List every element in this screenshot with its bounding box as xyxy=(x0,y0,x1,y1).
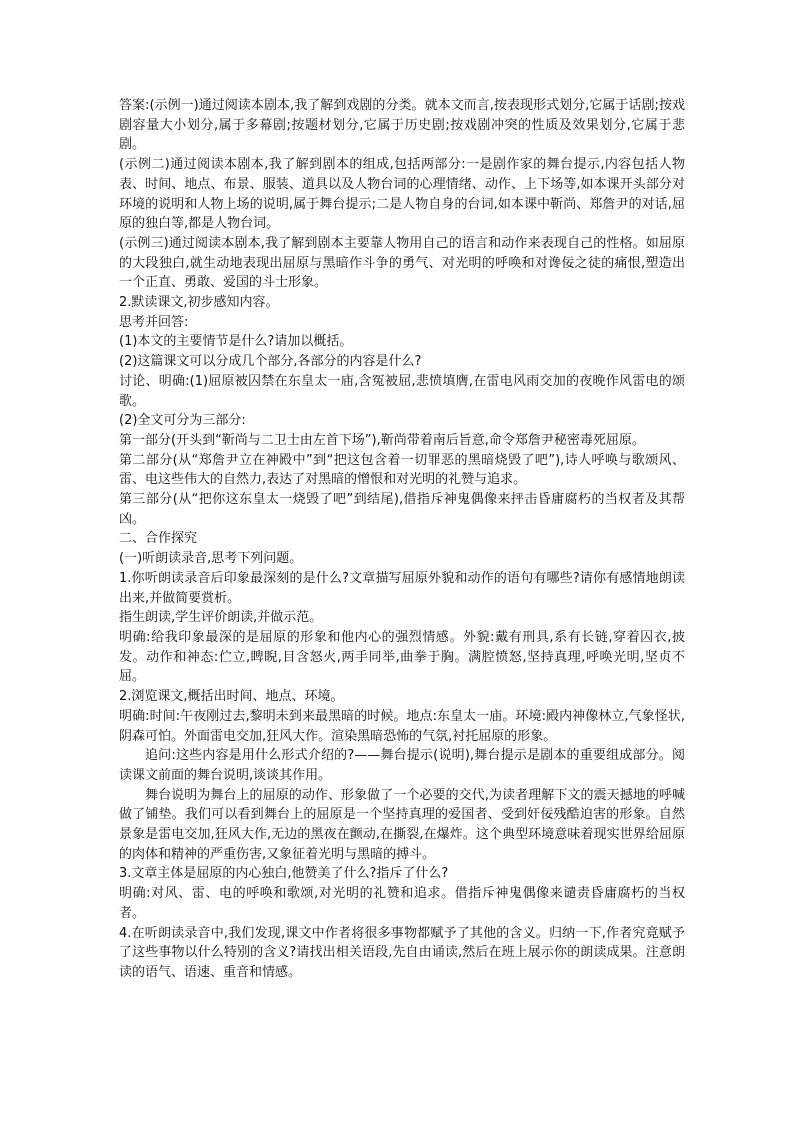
question-2: (2)这篇课文可以分成几个部分,各部分的内容是什么? xyxy=(119,354,422,370)
discussion-answer-1: 讨论、明确:(1)屈原被囚禁在东皇太一庙,含冤被屈,悲愤填膺,在雷电风雨交加的夜晚作风雷电的颂歌。 xyxy=(119,373,685,409)
answer-example-1: 答案:(示例一)通过阅读本剧本,我了解到戏剧的分类。就本文而言,按表现形式划分,它属于话剧;按戏剧容量大小划分,属于多幕剧;按题材划分,它属于历史剧;按戏剧冲突的性质及效果划分,它属于悲剧。 xyxy=(119,98,685,153)
discussion-answer-2: (2)全文可分为三部分: xyxy=(119,413,246,429)
part-three: 第三部分(从“把你这东皇太一烧毁了吧”到结尾),借指斥神鬼偶像来抨击昏庸腐朽的当权者及其帮凶。 xyxy=(119,492,685,527)
part-two: 第二部分(从“郑詹尹立在神殿中”到“把这包含着一切罪恶的黑暗烧毁了吧”),诗人呼唤与歌颂风、雷、电这些伟大的自然力,表达了对黑暗的憎恨和对光明的礼赞与追求。 xyxy=(119,452,685,488)
reading-activity: 指生朗读,学生评价朗读,并做示范。 xyxy=(119,610,323,626)
document-body xyxy=(119,96,685,983)
follow-up-question: 追问:这些内容是用什么形式介绍的?——舞台提示(说明),舞台提示是剧本的重要组成部分。阅读课文前面的舞台说明,谈谈其作用。 xyxy=(119,748,685,783)
subsection-listen-recording: (一)听朗读录音,思考下列问题。 xyxy=(119,551,303,567)
inquiry-question-1: 1.你听朗读录音后印象最深刻的是什么?文章描写屈原外貌和动作的语句有哪些?请你有感情地朗读出来,并做简要赏析。 xyxy=(119,570,685,606)
section-cooperative-inquiry: 二、合作探究 xyxy=(119,531,198,547)
stage-direction-explanation: 舞台说明为舞台上的屈原的动作、形象做了一个必要的交代,为读者理解下文的震天撼地的呼喊做了铺垫。我们可以看到舞台上的屈原是一个坚持真理的爱国者、受到奸佞残酷迫害的形象。自然景象是雷电交加,狂风大作,无边的黑夜在颤动,在撕裂,在爆炸。这个典型环境意味着现实世界给屈原的肉体和精神的严重伤害,又象征着光明与黑暗的搏斗。 xyxy=(119,787,685,862)
inquiry-answer-3: 明确:对风、雷、电的呼唤和歌颂,对光明的礼赞和追求。借指斥神鬼偶像来谴责昏庸腐朽的当权者。 xyxy=(119,886,685,921)
part-one: 第一部分(开头到“靳尚与二卫士由左首下场”),靳尚带着南后旨意,命令郑詹尹秘密毒死屈原。 xyxy=(119,432,645,448)
inquiry-question-2: 2.浏览课文,概括出时间、地点、环境。 xyxy=(119,689,344,705)
answer-example-2: (示例二)通过阅读本剧本,我了解到剧本的组成,包括两部分:一是剧作家的舞台提示,内容包括人物表、时间、地点、布景、服装、道具以及人物台词的心理情绪、动作、上下场等,如本课开头部分对环境的说明和人物上场的说明,属于舞台提示;二是人物自身的台词,如本课中靳尚、郑詹尹的对话,屈原的独白等,都是人物台词。 xyxy=(119,157,685,232)
inquiry-answer-2: 明确:时间:午夜刚过去,黎明未到来最黑暗的时候。地点:东皇太一庙。环境:殿内神像林立,气象怪状,阴森可怕。外面雷电交加,狂风大作。渲染黑暗恐怖的气氛,衬托屈原的形象。 xyxy=(119,708,685,744)
question-1: (1)本文的主要情节是什么?请加以概括。 xyxy=(119,334,353,350)
inquiry-answer-1: 明确:给我印象最深的是屈原的形象和他内心的强烈情感。外貌:戴有刑具,系有长链,穿着囚衣,披发。动作和神态:伫立,睥睨,目含怒火,两手同举,曲拳于胸。满腔愤怒,坚持真理,呼唤光明,坚贞不屈。 xyxy=(119,629,685,685)
inquiry-question-3: 3.文章主体是屈原的内心独白,他赞美了什么?指斥了什么? xyxy=(119,866,449,882)
inquiry-question-4: 4.在听朗读录音中,我们发现,课文中作者将很多事物都赋予了其他的含义。归纳一下,作者究竟赋予了这些事物以什么特别的含义?请找出相关语段,先自由诵读,然后在班上展示你的朗读成果。注意朗读的语气、语速、重音和情感。 xyxy=(119,925,685,980)
answer-example-3: (示例三)通过阅读本剧本,我了解到剧本主要靠人物用自己的语言和动作来表现自己的性格。如屈原的大段独白,就生动地表现出屈原与黑暗作斗争的勇气、对光明的呼唤和对谗佞之徒的痛恨,塑造出一个正直、勇敢、爱国的斗士形象。 xyxy=(119,235,685,291)
step-2-heading: 2.默读课文,初步感知内容。 xyxy=(119,295,279,311)
think-and-answer: 思考并回答: xyxy=(119,314,189,330)
